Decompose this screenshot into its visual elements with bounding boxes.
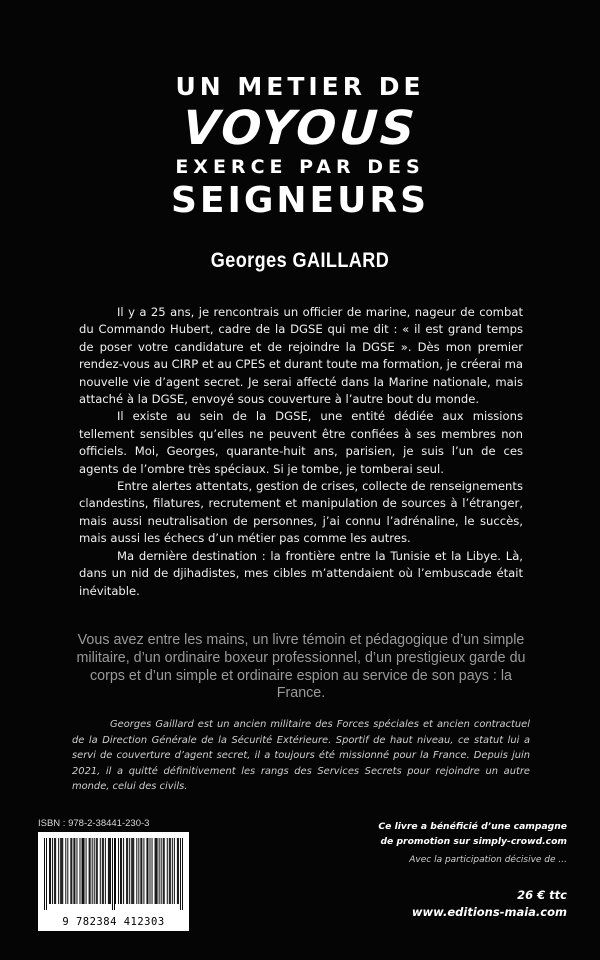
barcode-bar xyxy=(182,838,183,910)
barcode-bar xyxy=(105,838,106,904)
barcode-bar xyxy=(96,838,97,904)
barcode-bar xyxy=(131,838,132,904)
author-bio xyxy=(72,717,530,795)
price: 26 € ttc xyxy=(517,888,567,902)
barcode-bar xyxy=(50,838,51,904)
author-bio-text: Georges Gaillard est un ancien militaire des Forces spéciales et ancien contractuel de la Direction Générale de la Sécurité Extérieure. Sportif de haut niveau, ce statut lui a servi de couverture d’agent secret, il a toujours été missionné pour la France. Depuis juin 2021, il a quitté définitivement les rangs des Services Secrets pour rejoindre un autre monde, celui des civils. xyxy=(72,719,530,793)
barcode-bar xyxy=(92,838,93,904)
barcode-bar xyxy=(114,838,115,910)
campaign-line-1: Ce livre a bénéficié d’une campagne xyxy=(378,821,567,832)
barcode-bar xyxy=(103,838,104,904)
barcode-bar xyxy=(163,838,164,904)
barcode-bar xyxy=(120,838,121,904)
barcode-bar xyxy=(169,838,170,904)
barcode-bar xyxy=(138,838,139,904)
campaign-line-2: de promotion sur simply-crowd.com xyxy=(380,836,567,847)
barcode-bar xyxy=(140,838,141,904)
barcode-bar xyxy=(83,838,84,904)
barcode-bar xyxy=(136,838,137,904)
barcode-bar xyxy=(74,838,75,904)
barcode-bar xyxy=(62,838,63,904)
isbn-label: ISBN : 978-2-38441-230-3 xyxy=(38,818,150,829)
barcode-bar xyxy=(65,838,66,904)
title-line-1: UN METIER DE xyxy=(175,72,425,101)
barcode-bar xyxy=(112,838,113,910)
barcode-bar xyxy=(161,838,162,904)
barcode-bar xyxy=(94,838,95,904)
barcode-bar xyxy=(58,838,59,904)
barcode-bar xyxy=(126,838,127,904)
barcode-bar xyxy=(54,838,55,904)
barcode-bar xyxy=(46,838,47,910)
summary-paragraph: Il y a 25 ans, je rencontrais un officier de marine, nageur de combat du Commando Hubert, cadre de la DGSE qui me dit : « il est grand temps de poser votre candidature et de rejoindre la DGSE ». Dès mon premier rendez-vous au CIRP et au CPES et durant toute ma formation, je créerai ma nouvelle vie d’agent secret. Je serai affecté dans la Marine nationale, mais attaché à la DGSE, envoyé sous couverture à l’autre bout du monde. xyxy=(79,305,523,407)
barcode-bars xyxy=(44,838,183,910)
barcode-bar xyxy=(157,838,158,904)
barcode-bar xyxy=(86,838,87,904)
barcode-bar xyxy=(102,838,103,904)
barcode-bar xyxy=(60,838,61,904)
barcode-bar xyxy=(67,838,68,904)
barcode-bar xyxy=(115,838,116,904)
barcode-bar xyxy=(44,838,45,910)
participation-note: Avec la participation décisive de ... xyxy=(409,855,567,865)
barcode-digits: 9 782384 412303 xyxy=(62,916,165,928)
highlight-text: Vous avez entre les mains, un livre témoin et pédagogique d’un simple militaire, d’un ordinaire boxeur professionnel, d’un prestigieux garde du corps et d’un simple et ordinaire espion au service de son pays : la France. xyxy=(76,632,526,702)
summary-text xyxy=(79,304,523,600)
barcode-bar xyxy=(110,838,111,904)
barcode-bar xyxy=(118,838,119,904)
barcode-bar xyxy=(61,838,62,904)
barcode-bar xyxy=(164,838,165,904)
barcode-bar xyxy=(123,838,124,904)
author-name: Georges GAILLARD xyxy=(210,249,390,272)
barcode-bar xyxy=(178,838,179,904)
barcode-bar xyxy=(100,838,101,904)
barcode-bar xyxy=(49,838,50,904)
barcode-bar xyxy=(52,838,53,904)
barcode-bar xyxy=(146,838,147,904)
barcode-bar xyxy=(177,838,178,904)
barcode-bar xyxy=(84,838,85,904)
barcode-bar xyxy=(55,838,56,904)
barcode-bar xyxy=(167,838,168,904)
summary-paragraph: Il existe au sein de la DGSE, une entité dédiée aux missions tellement sensibles qu’elles ne peuvent être confiées à ses membres non officiels. Moi, Georges, quarante-huit ans, parisien, je suis l’un de ces agents de l’ombre très spéciaux. Si je tombe, je tomberai seul. xyxy=(79,409,523,476)
barcode-bar xyxy=(109,838,110,904)
barcode-bar xyxy=(76,838,77,904)
book-title xyxy=(0,74,600,219)
barcode-bar xyxy=(127,838,128,904)
publisher-website: www.editions-maia.com xyxy=(411,905,567,919)
barcode-bar xyxy=(143,838,144,904)
barcode-bar xyxy=(155,838,156,904)
barcode-bar xyxy=(170,838,171,904)
barcode-bar xyxy=(152,838,153,904)
barcode-bar xyxy=(172,838,173,904)
barcode-bar xyxy=(159,838,160,904)
barcode xyxy=(38,832,189,931)
barcode-bar xyxy=(108,838,109,904)
barcode-bar xyxy=(80,838,81,904)
barcode-bar xyxy=(133,838,134,904)
barcode-bar xyxy=(180,838,181,910)
title-line-2: VOYOUS xyxy=(180,101,420,156)
barcode-bar xyxy=(147,838,148,904)
barcode-bar xyxy=(156,838,157,904)
barcode-bar xyxy=(141,838,142,904)
barcode-bar xyxy=(132,838,133,904)
barcode-bar xyxy=(70,838,71,904)
barcode-bar xyxy=(82,838,83,904)
barcode-bar xyxy=(150,838,151,904)
title-line-3: EXERCE PAR DES xyxy=(175,156,425,178)
barcode-bar xyxy=(90,838,91,904)
barcode-bar xyxy=(71,838,72,904)
barcode-bar xyxy=(73,838,74,904)
summary-paragraph: Entre alertes attentats, gestion de crises, collecte de renseignements clandestins, filatures, recrutement et manipulation de sources à l’étranger, mais aussi neutralisation de personnes, j’ai connu l’adrénaline, le succès, mais aussi les échecs d’un métier pas comme les autres. xyxy=(79,479,523,546)
barcode-bar xyxy=(89,838,90,904)
barcode-bar xyxy=(97,838,98,904)
title-line-4: SEIGNEURS xyxy=(170,180,430,221)
barcode-bar xyxy=(174,838,175,904)
barcode-bar xyxy=(121,838,122,904)
campaign-note xyxy=(367,819,567,849)
barcode-bar xyxy=(129,838,130,904)
summary-paragraph: Ma dernière destination : la frontière entre la Tunisie et la Libye. Là, dans un nid de djihadistes, mes cibles m’attendaient où l’embuscade était inévitable. xyxy=(79,548,523,598)
